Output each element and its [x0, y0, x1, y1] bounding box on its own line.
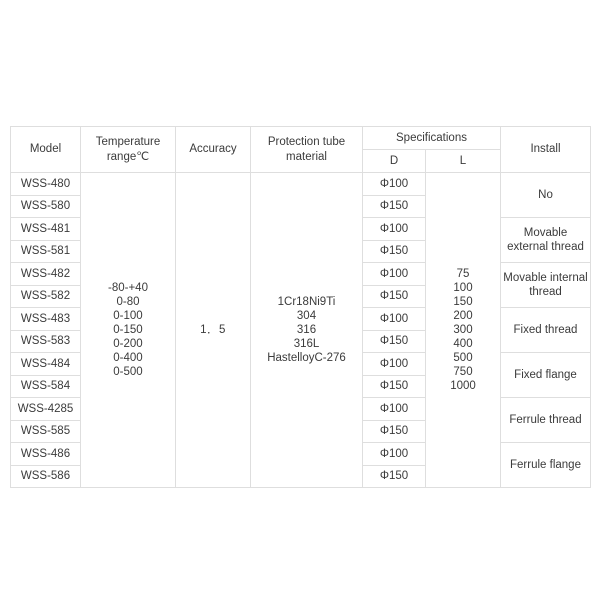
cell-accuracy: 1．5: [176, 173, 251, 488]
cell-install: Ferrule flange: [501, 443, 591, 488]
cell-spec-d: Φ100: [363, 443, 426, 466]
cell-spec-d: Φ100: [363, 398, 426, 421]
spec-l-value: 200: [453, 309, 473, 322]
spec-l-value: 1000: [450, 380, 476, 393]
cell-model: WSS-586: [11, 465, 81, 488]
column-header-specifications: Specifications: [363, 127, 501, 150]
cell-spec-d: Φ150: [363, 285, 426, 308]
spec-l-value: 750: [453, 366, 473, 379]
column-header-install: Install: [501, 127, 591, 173]
table-row: [11, 173, 591, 196]
cell-install: No: [501, 173, 591, 218]
cell-spec-d: Φ150: [363, 330, 426, 353]
cell-model: WSS-484: [11, 353, 81, 376]
spec-l-value: 400: [453, 338, 473, 350]
cell-spec-d: Φ100: [363, 353, 426, 376]
column-header-temperature-range: [81, 127, 176, 173]
table-header: [11, 127, 591, 173]
cell-protection-tube-material-list: [251, 173, 363, 488]
cell-spec-d: Φ100: [363, 263, 426, 286]
column-header-protection-tube-material-line2: material: [286, 150, 327, 163]
spec-l-value: 300: [453, 323, 473, 336]
protection-tube-material-value: HastelloyC-276: [267, 352, 346, 365]
cell-model: WSS-483: [11, 308, 81, 331]
cell-install: Ferrule thread: [501, 398, 591, 443]
cell-spec-d: Φ150: [363, 420, 426, 443]
cell-spec-d: Φ150: [363, 375, 426, 398]
temperature-range-value: 0-200: [113, 338, 143, 350]
cell-spec-d: Φ100: [363, 173, 426, 196]
protection-tube-material-value: 304: [296, 309, 317, 322]
cell-spec-l-list: [426, 173, 501, 488]
cell-temperature-range-list: [81, 173, 176, 488]
temperature-range-value: 0-500: [113, 366, 143, 379]
temperature-range-value: 0-150: [113, 323, 143, 336]
cell-model: WSS-585: [11, 420, 81, 443]
column-header-accuracy: Accuracy: [176, 127, 251, 173]
protection-tube-material-value: 316: [296, 323, 317, 336]
cell-model: WSS-4285: [11, 398, 81, 421]
spec-l-value: 75: [456, 267, 470, 280]
specification-table-container: [10, 126, 590, 488]
cell-install: Fixed flange: [501, 353, 591, 398]
cell-install: Movable internal thread: [501, 263, 591, 308]
header-row-primary: [11, 127, 591, 150]
cell-spec-d: Φ100: [363, 308, 426, 331]
cell-spec-d: Φ150: [363, 195, 426, 218]
specification-table: [10, 126, 591, 488]
cell-model: WSS-480: [11, 173, 81, 196]
column-header-protection-tube-material-line1: Protection tube: [267, 136, 346, 149]
spec-l-value: 150: [453, 295, 473, 308]
column-header-protection-tube-material: [251, 127, 363, 173]
temperature-range-value: -80-+40: [108, 281, 148, 294]
column-header-temperature-range-line1: Temperature: [95, 136, 161, 149]
cell-model: WSS-482: [11, 263, 81, 286]
column-header-model: Model: [11, 127, 81, 173]
cell-spec-d: Φ150: [363, 465, 426, 488]
column-header-spec-d: D: [363, 150, 426, 173]
cell-model: WSS-486: [11, 443, 81, 466]
spec-l-value: 500: [453, 352, 473, 365]
cell-model: WSS-582: [11, 285, 81, 308]
protection-tube-material-value: 316L: [293, 338, 320, 350]
protection-tube-material-value: 1Cr18Ni9Ti: [277, 295, 336, 308]
temperature-range-value: 0-400: [113, 352, 143, 365]
column-header-temperature-range-line2: range℃: [106, 150, 150, 163]
cell-model: WSS-584: [11, 375, 81, 398]
cell-model: WSS-583: [11, 330, 81, 353]
column-header-spec-l: L: [426, 150, 501, 173]
spec-l-value: 100: [453, 281, 473, 294]
temperature-range-value: 0-100: [113, 309, 143, 322]
cell-install: Fixed thread: [501, 308, 591, 353]
cell-model: WSS-580: [11, 195, 81, 218]
table-body: [11, 173, 591, 488]
cell-model: WSS-481: [11, 218, 81, 241]
cell-model: WSS-581: [11, 240, 81, 263]
cell-install: Movable external thread: [501, 218, 591, 263]
cell-spec-d: Φ100: [363, 218, 426, 241]
temperature-range-value: 0-80: [116, 295, 140, 308]
cell-spec-d: Φ150: [363, 240, 426, 263]
